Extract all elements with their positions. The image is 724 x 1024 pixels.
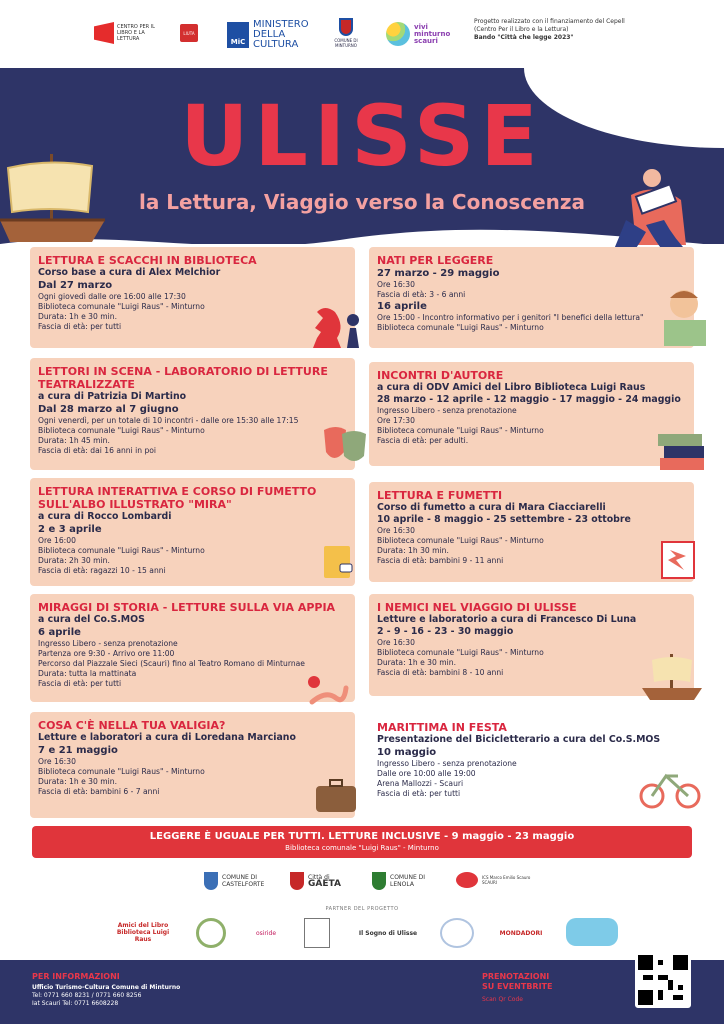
books-stack-icon bbox=[656, 424, 708, 476]
event-dates: 10 aprile - 8 maggio - 25 settembre - 23 ottobre bbox=[377, 514, 631, 525]
event-title: NATI PER LEGGERE bbox=[377, 254, 494, 267]
event-location: Biblioteca comunale "Luigi Raus" - Minturno bbox=[377, 536, 544, 545]
comune-minturno-logo bbox=[332, 18, 360, 48]
event-time: Ore 16:30 bbox=[377, 280, 415, 289]
mondadori-logo: MONDADORI bbox=[499, 929, 543, 937]
event-time: Ore 16:30 bbox=[38, 757, 76, 766]
event-age: Fascia di età: 3 - 6 anni bbox=[377, 290, 466, 299]
event-nati-per-leggere bbox=[369, 247, 694, 348]
comune-minturno-text: COMUNE DI MINTURNO bbox=[334, 38, 358, 48]
event-time: Ore 16:30 bbox=[377, 638, 415, 647]
event-lettori-in-scena bbox=[30, 358, 355, 470]
castelforte-shield-icon bbox=[204, 872, 218, 890]
gaeta-text-block bbox=[308, 874, 341, 888]
lenola-shield-icon bbox=[372, 872, 386, 890]
suitcase-icon bbox=[312, 776, 362, 816]
gaeta-shield-icon bbox=[290, 872, 304, 890]
event-location: Biblioteca comunale "Luigi Raus" - Minturno bbox=[38, 546, 205, 555]
funding-note-line1: Progetto realizzato con il finanziamento del Cepell bbox=[474, 18, 625, 25]
header-logos bbox=[0, 0, 724, 68]
event-duration: Durata: 1h e 30 min. bbox=[38, 312, 117, 321]
event-age: Fascia di età: bambini 6 - 7 anni bbox=[38, 787, 160, 796]
event-valigia bbox=[30, 712, 355, 818]
event-title: LETTURA INTERATTIVA E CORSO DI FUMETTO SULL'ALBO ILLUSTRATO "MIRA" bbox=[38, 485, 317, 511]
event-age: Fascia di età: dai 16 anni in poi bbox=[38, 446, 157, 455]
event-route: Percorso dal Piazzale Sieci (Scauri) fino al Teatro Romano di Minturnae bbox=[38, 659, 305, 668]
inclusive-reading-banner bbox=[32, 826, 692, 858]
event-organizer: Letture e laboratorio a cura di Francesco Di Luna bbox=[377, 614, 637, 625]
event-time: Ore 17:30 bbox=[377, 416, 415, 425]
event-title: INCONTRI D'AUTORE bbox=[377, 369, 504, 382]
footer-phone: Tel: 0771 660 8231 / 0771 660 8256 bbox=[32, 992, 142, 999]
gaeta-text: GAETA bbox=[308, 879, 341, 889]
mic-text: MINISTERO DELLA CULTURA bbox=[253, 19, 309, 50]
cosmos-logo-icon bbox=[196, 918, 226, 948]
cepell-mark-icon bbox=[94, 22, 114, 44]
event-meeting: Ore 15:00 - Incontro informativo per i genitori "I benefici della lettura" bbox=[377, 313, 644, 322]
footer-office: Ufficio Turismo-Cultura Comune di Minturno bbox=[32, 984, 181, 991]
vivi-dots-icon bbox=[386, 22, 410, 46]
circle-partner-logo-icon bbox=[440, 918, 474, 948]
boat-icon bbox=[640, 650, 704, 704]
event-organizer: Corso base a cura di Alex Melchior bbox=[38, 267, 221, 278]
event-date: Dal 28 marzo al 7 giugno bbox=[38, 404, 179, 415]
footer-booking-line1: PRENOTAZIONI bbox=[482, 972, 550, 981]
osiride-logo bbox=[250, 918, 282, 948]
map-partner-logo-icon bbox=[304, 918, 330, 948]
liuti-logo-text: LIUTA bbox=[183, 30, 195, 36]
event-organizer: Presentazione del Bicicletterario a cura del Co.S.MOS bbox=[377, 734, 661, 745]
event-title: LETTURA E SCACCHI IN BIBLIOTECA bbox=[38, 254, 257, 267]
event-duration: Durata: 1h 45 min. bbox=[38, 436, 110, 445]
lenola-logo bbox=[372, 872, 430, 890]
event-date: 6 aprile bbox=[38, 627, 81, 638]
castelforte-text: COMUNE DI CASTELFORTE bbox=[222, 874, 265, 888]
event-duration: Durata: 1h e 30 min. bbox=[377, 658, 456, 667]
lenola-text: COMUNE DI LENOLA bbox=[390, 874, 426, 888]
event-duration: Durata: tutta la mattinata bbox=[38, 669, 137, 678]
event-organizer: a cura di ODV Amici del Libro Biblioteca Luigi Raus bbox=[377, 382, 646, 393]
event-location: Arena Mallozzi - Scauri bbox=[377, 779, 464, 788]
qr-code-icon[interactable] bbox=[635, 952, 691, 1008]
event-date: 27 marzo - 29 maggio bbox=[377, 268, 500, 279]
footer-iat-phone: Iat Scauri Tel: 0771 6608228 bbox=[32, 1000, 119, 1007]
event-location: Biblioteca comunale "Luigi Raus" - Minturno bbox=[377, 648, 544, 657]
event-organizer: a cura di Rocco Lombardi bbox=[38, 511, 172, 522]
event-location: Biblioteca comunale "Luigi Raus" - Minturno bbox=[38, 302, 205, 311]
ics-scauri-icon bbox=[456, 872, 478, 888]
event-dates: 28 marzo - 12 aprile - 12 maggio - 17 maggio - 24 maggio bbox=[377, 394, 681, 405]
event-title: COSA C'È NELLA TUA VALIGIA? bbox=[38, 719, 226, 732]
vivi-minturno-logo bbox=[386, 22, 454, 46]
event-age: Fascia di età: per adulti. bbox=[377, 436, 469, 445]
cepell-logo bbox=[94, 22, 165, 44]
event-schedule: Partenza ore 9:30 - Arrivo ore 11:00 bbox=[38, 649, 175, 658]
cepell-logo-text: CENTRO PER IL LIBRO E LA LETTURA bbox=[117, 24, 155, 42]
footer-info-title: PER INFORMAZIONI bbox=[32, 972, 120, 981]
chess-pieces-icon bbox=[305, 298, 365, 354]
event-title: I NEMICI NEL VIAGGIO DI ULISSE bbox=[377, 601, 577, 614]
event-incontri-autore bbox=[369, 362, 694, 466]
event-schedule: Dalle ore 10:00 alle 19:00 bbox=[377, 769, 476, 778]
banner-title: LEGGERE È UGUALE PER TUTTI. LETTURE INCLUSIVE - 9 maggio - 23 maggio bbox=[149, 831, 575, 842]
partners-label: PARTNER DEL PROGETTO bbox=[325, 906, 399, 912]
route-map-icon bbox=[306, 668, 352, 708]
event-date: 7 e 21 maggio bbox=[38, 745, 118, 756]
event-date: 2 e 3 aprile bbox=[38, 524, 102, 535]
hero-subtitle: la Lettura, Viaggio verso la Conoscenza bbox=[138, 190, 586, 214]
event-time: Ore 16:30 bbox=[377, 526, 415, 535]
funding-note-line2: (Centro Per il Libro e la Lettura) bbox=[474, 26, 569, 33]
event-lettura-interattiva bbox=[30, 478, 355, 586]
event-title: LETTURA E FUMETTI bbox=[377, 489, 503, 502]
footer bbox=[0, 960, 724, 1024]
gaeta-small-text: Città di bbox=[308, 874, 330, 881]
event-age: Fascia di età: ragazzi 10 - 15 anni bbox=[38, 566, 166, 575]
footer-scan-text: Scan Qr Code bbox=[482, 996, 523, 1003]
funding-note-line3: Bando "Città che legge 2023" bbox=[474, 34, 574, 41]
event-title: MIRAGGI DI STORIA - LETTURE SULLA VIA APPIA bbox=[38, 601, 336, 614]
minturno-shield-icon bbox=[339, 18, 353, 36]
event-duration: Durata: 2h 30 min. bbox=[38, 556, 110, 565]
mic-box-icon: MiC bbox=[227, 22, 249, 48]
event-lettura-fumetti bbox=[369, 482, 694, 582]
event-organizer: Corso di fumetto a cura di Mara Ciacciarelli bbox=[377, 502, 606, 513]
footer-booking bbox=[482, 972, 552, 992]
vivi-text: vivi minturno scauri bbox=[414, 22, 451, 45]
event-duration: Durata: 1h 30 min. bbox=[377, 546, 449, 555]
bicycle-icon bbox=[638, 752, 702, 814]
ics-scauri-logo bbox=[456, 872, 532, 888]
comic-page-icon bbox=[656, 536, 700, 582]
osiride-text: osiride bbox=[255, 929, 277, 937]
theater-masks-icon bbox=[320, 420, 370, 470]
event-location: Biblioteca comunale "Luigi Raus" - Minturno bbox=[38, 767, 205, 776]
event-organizer: Letture e laboratori a cura di Loredana Marciano bbox=[38, 732, 296, 743]
event-age: Fascia di età: per tutti bbox=[38, 679, 122, 688]
event-schedule: Ogni giovedì dalle ore 16:00 alle 17:30 bbox=[38, 292, 186, 301]
event-entry: Ingresso Libero - senza prenotazione bbox=[377, 759, 517, 768]
event-date: Dal 27 marzo bbox=[38, 280, 113, 291]
footer-booking-line2: SU EVENTBRITE bbox=[482, 982, 553, 991]
hero-title: ULISSE bbox=[180, 87, 544, 185]
event-age: Fascia di età: bambini 8 - 10 anni bbox=[377, 668, 504, 677]
event-duration: Durata: 1h e 30 min. bbox=[38, 777, 117, 786]
sogno-ulisse-logo: Il Sogno di Ulisse bbox=[358, 929, 418, 937]
event-entry: Ingresso Libero - senza prenotazione bbox=[377, 406, 517, 415]
event-location: Biblioteca comunale "Luigi Raus" - Minturno bbox=[377, 323, 544, 332]
event-age: Fascia di età: per tutti bbox=[377, 789, 461, 798]
event-title: LETTORI IN SCENA - LABORATORIO DI LETTURE TEATRALIZZATE bbox=[38, 365, 328, 391]
comuni-logos bbox=[0, 868, 724, 898]
ministero-cultura-logo bbox=[227, 20, 313, 50]
event-date-2: 16 aprile bbox=[377, 301, 427, 312]
event-organizer: a cura di Patrizia Di Martino bbox=[38, 391, 187, 402]
event-age: Fascia di età: bambini 9 - 11 anni bbox=[377, 556, 504, 565]
liuti-logo bbox=[180, 24, 198, 42]
gaeta-logo bbox=[290, 872, 341, 890]
child-reading-icon bbox=[656, 284, 716, 354]
event-organizer: a cura del Co.S.MOS bbox=[38, 614, 145, 625]
event-entry: Ingresso Libero - senza prenotazione bbox=[38, 639, 178, 648]
banner-location: Biblioteca comunale "Luigi Raus" - Minturno bbox=[285, 844, 439, 852]
event-title: MARITTIMA IN FESTA bbox=[377, 721, 507, 734]
amici-libro-logo: Amici del Libro Biblioteca Luigi Raus bbox=[116, 921, 170, 943]
ics-scauri-text: ICS Marco Emilio Scauro SCAURI bbox=[482, 875, 531, 885]
event-date: 10 maggio bbox=[377, 747, 437, 758]
comic-book-icon bbox=[318, 542, 358, 582]
ship-illustration-icon bbox=[0, 150, 110, 250]
castelforte-logo bbox=[204, 872, 265, 890]
event-time: Ore 16:00 bbox=[38, 536, 76, 545]
event-location: Biblioteca comunale "Luigi Raus" - Minturno bbox=[377, 426, 544, 435]
funding-note bbox=[474, 18, 674, 42]
event-age: Fascia di età: per tutti bbox=[38, 322, 122, 331]
event-schedule: Ogni venerdì, per un totale di 10 incontri - dalle ore 15:30 alle 17:15 bbox=[38, 416, 299, 425]
cloud-partner-logo-icon bbox=[566, 918, 618, 946]
event-location: Biblioteca comunale "Luigi Raus" - Minturno bbox=[38, 426, 205, 435]
event-dates: 2 - 9 - 16 - 23 - 30 maggio bbox=[377, 626, 514, 637]
